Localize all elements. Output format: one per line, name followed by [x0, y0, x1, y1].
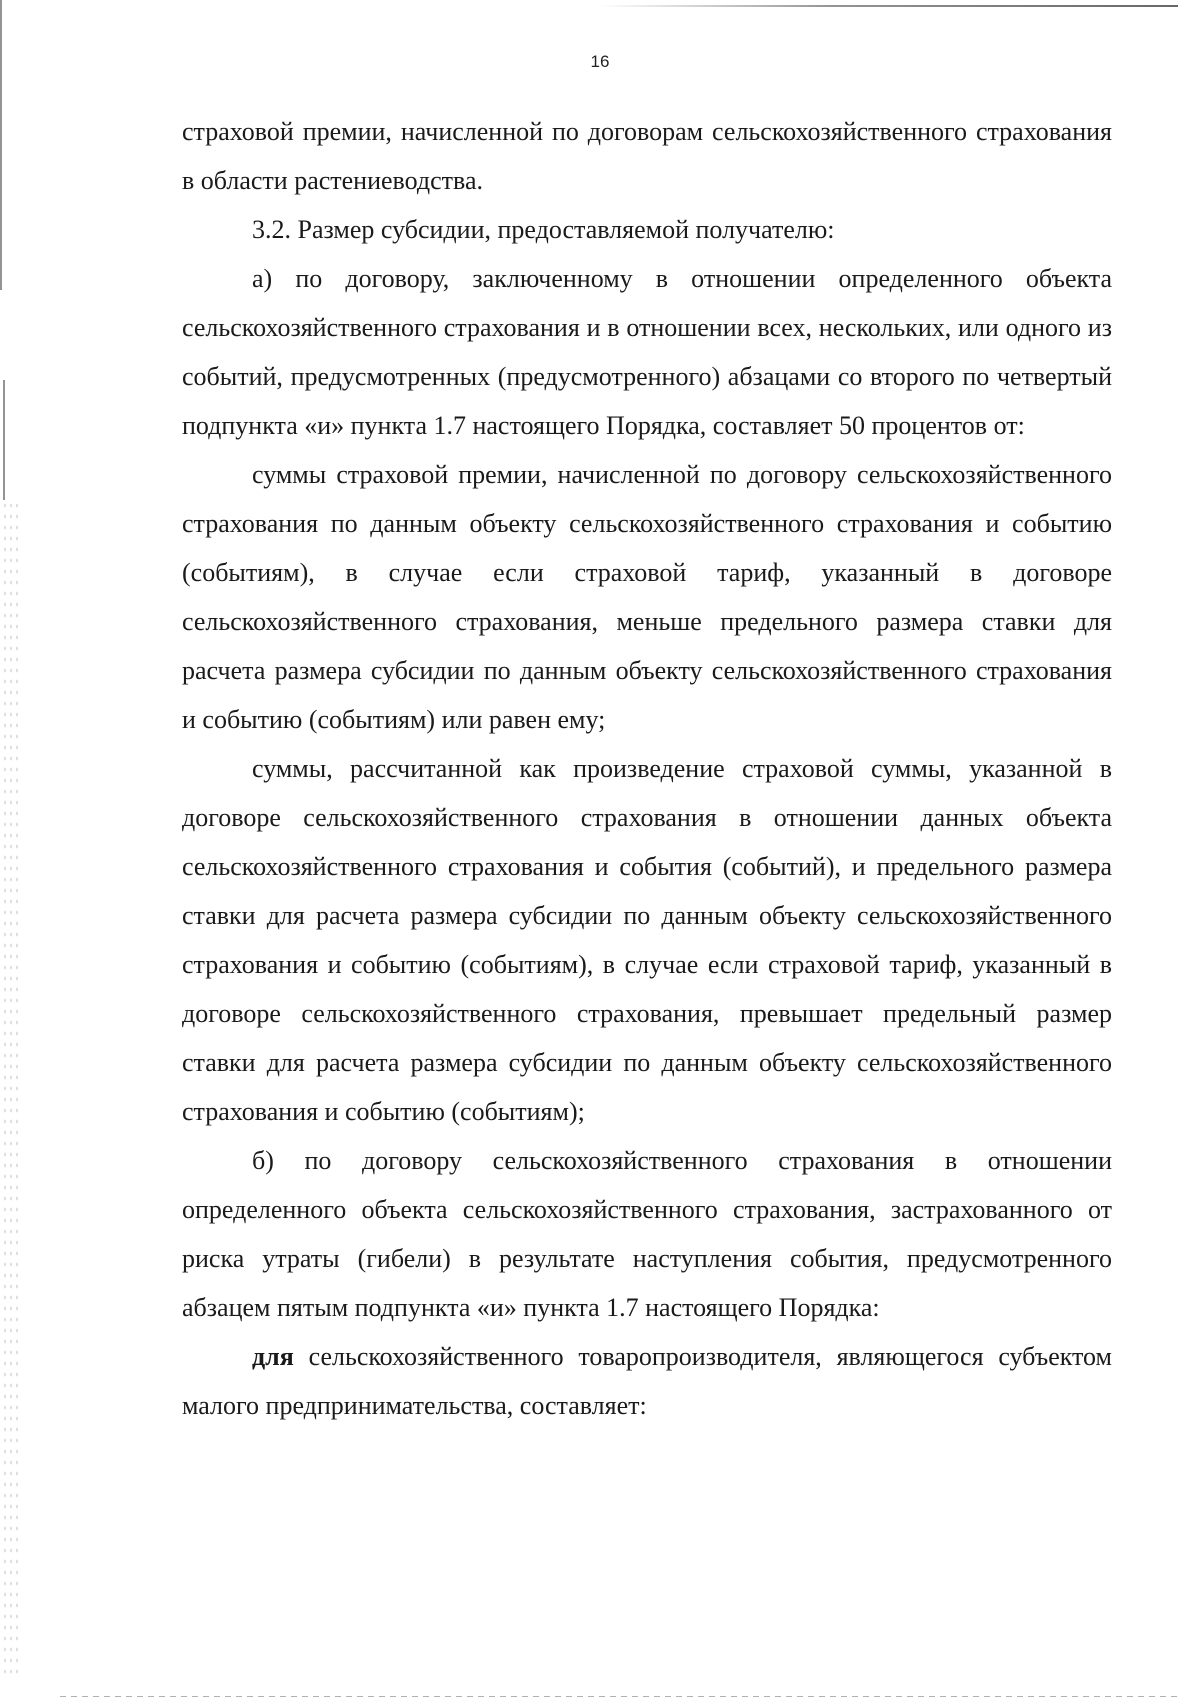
paragraph-continuation: страховой премии, начисленной по договорам сельскохозяйственного страхования в области растениеводства. — [182, 117, 1112, 195]
document-body — [182, 107, 1112, 1430]
paragraph-sum-calculated: суммы, рассчитанной как произведение страховой суммы, указанной в договоре сельскохозяйственного страхования в отношении данных объекта сельскохозяйственного страхования и события (событий), и предельного размера ставки для расчета размера субсидии по данным объекту сельскохозяйственного страхования и событию (событиям), в случае если страховой тариф, указанный в договоре сельскохозяйственного страхования, превышает предельный размер ставки для расчета размера субсидии по данным объекту сельскохозяйственного страхования и событию (событиям); — [182, 754, 1112, 1126]
scan-edge-noise — [2, 500, 20, 1680]
paragraph-sum-premium: суммы страховой премии, начисленной по договору сельскохозяйственного страхования по данным объекту сельскохозяйственного страхования и событию (событиям), в случае если страховой тариф, указанный в договоре сельскохозяйственного страхования, меньше предельного размера ставки для расчета размера субсидии по данным объекту сельскохозяйственного страхования и событию (событиям) или равен ему; — [182, 460, 1112, 734]
scan-top-rule — [600, 5, 1178, 7]
paragraph-small-business-text: сельскохозяйственного товаропроизводителя, являющегося субъектом малого предпринимательства, составляет: — [182, 1342, 1113, 1420]
paragraph-small-business — [182, 1332, 1112, 1430]
scan-bottom-rule — [60, 1696, 1180, 1697]
scan-left-edge — [3, 380, 5, 500]
paragraph-section-3-2: 3.2. Размер субсидии, предоставляемой получателю: — [252, 215, 835, 244]
scan-left-edge — [0, 0, 2, 290]
page-number: 16 — [590, 52, 610, 71]
paragraph-item-a: а) по договору, заключенному в отношении определенного объекта сельскохозяйственного страхования и в отношении всех, нескольких, или одного из событий, предусмотренных (предусмотренного) абзацами со второго по четвертый подпункта «и» пункта 1.7 настоящего Порядка, составляет 50 процентов от: — [182, 264, 1112, 440]
paragraph-item-b: б) по договору сельскохозяйственного страхования в отношении определенного объекта сельскохозяйственного страхования, застрахованного от риска утраты (гибели) в результате наступления события, предусмотренного абзацем пятым подпункта «и» пункта 1.7 настоящего Порядка: — [182, 1146, 1112, 1322]
lead-word: для — [252, 1342, 294, 1371]
